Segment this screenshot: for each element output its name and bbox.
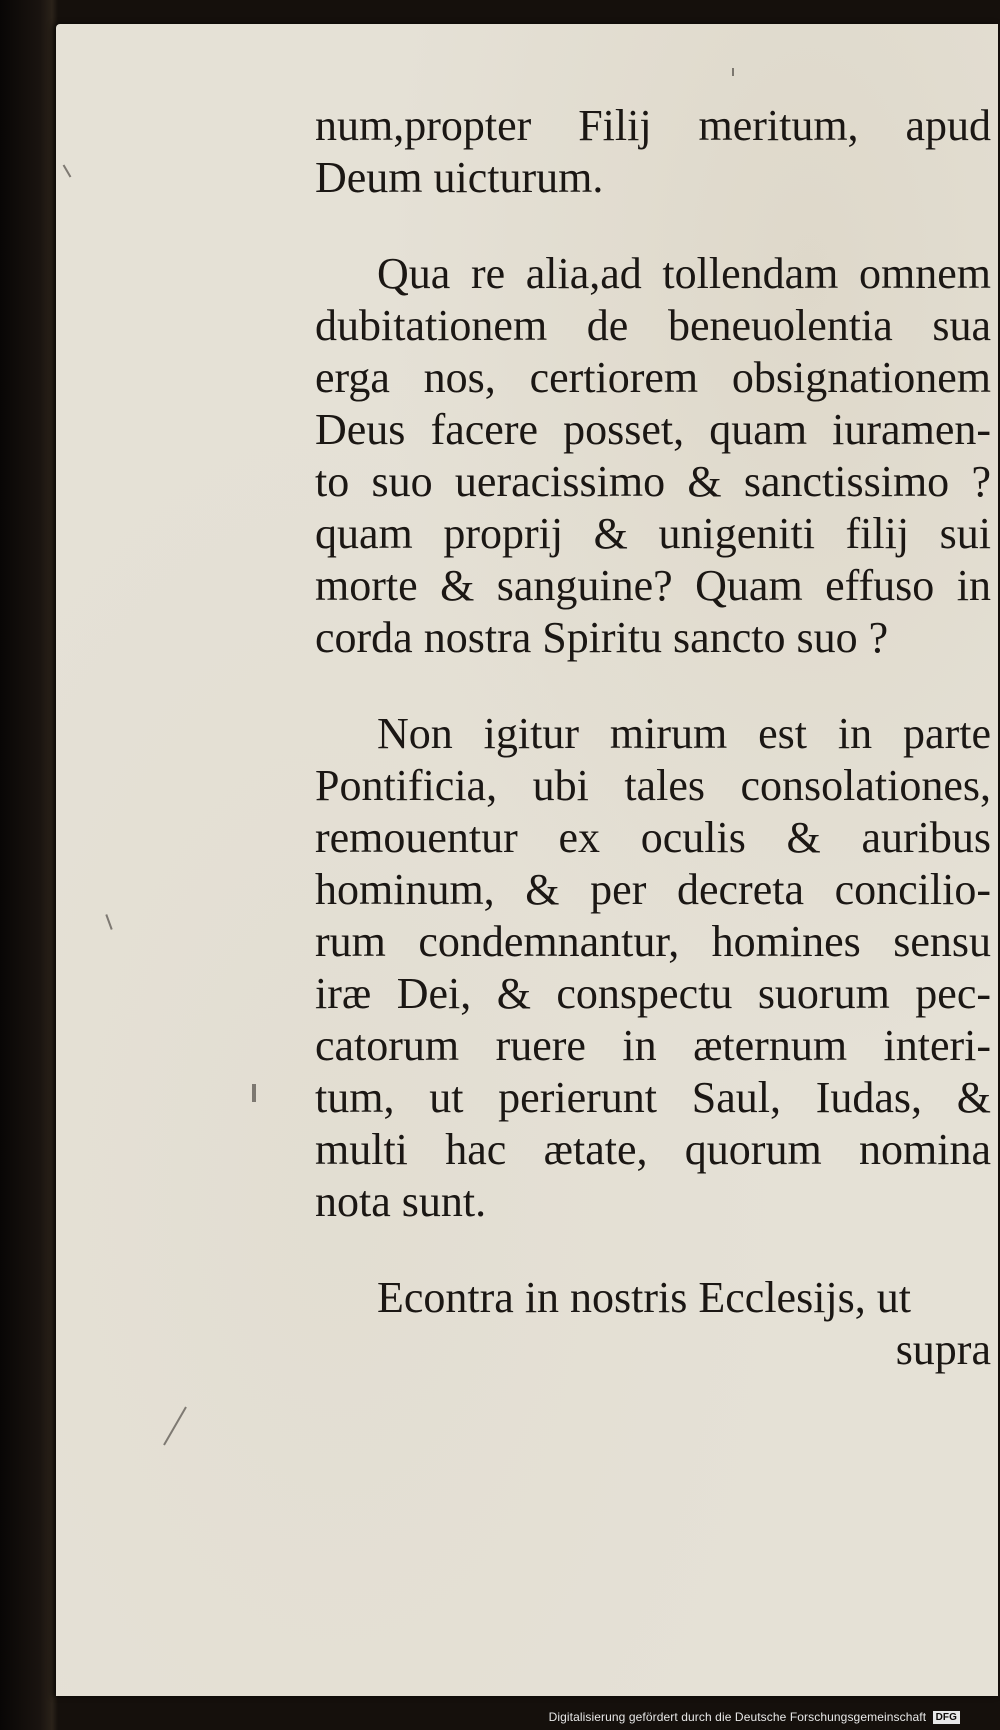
paragraph [315, 100, 991, 204]
text-line: iræ Dei, & conspectu suorum pec- [315, 969, 991, 1018]
text-line: to suo ueracissimo & sanctissimo ? [315, 457, 991, 506]
text-line: Qua re alia,ad tollendam omnem [377, 249, 991, 298]
text-line: tum, ut perierunt Saul, Iudas, & [315, 1073, 991, 1122]
text-line: morte & sanguine? Quam effuso in [315, 561, 991, 610]
text-line: hominum, & per decreta concilio- [315, 865, 991, 914]
text-line: corda nostra Spiritu sancto suo ? [315, 613, 889, 662]
text-line: nota sunt. [315, 1177, 487, 1226]
credit-text: Digitalisierung gefördert durch die Deutsche Forschungsgemeinschaft [548, 1710, 927, 1724]
page-speck [105, 914, 112, 930]
text-line: Non igitur mirum est in parte [377, 709, 991, 758]
catchword: supra [895, 1325, 991, 1374]
digitization-credit [549, 1710, 960, 1724]
paragraph [315, 1272, 991, 1376]
text-line: dubitationem de beneuolentia sua [315, 301, 991, 350]
text-line: remouentur ex oculis & auribus [315, 813, 991, 862]
body-text [315, 100, 991, 1376]
text-line: quam proprij & unigeniti filij sui [315, 509, 991, 558]
text-line: Deum uicturum. [315, 153, 604, 202]
text-line: multi hac ætate, quorum nomina [315, 1125, 991, 1174]
page-speck [252, 1084, 256, 1102]
dfg-logo: DFG [933, 1711, 960, 1724]
text-line: rum condemnantur, homines sensu [315, 917, 991, 966]
page-speck [163, 1406, 187, 1445]
text-line: catorum ruere in æternum interi- [315, 1021, 991, 1070]
text-line: Econtra in nostris Ecclesijs, ut [377, 1273, 911, 1322]
paragraph [315, 708, 991, 1228]
text-line: Pontificia, ubi tales consolationes, [315, 761, 991, 810]
text-line: erga nos, certiorem obsignationem [315, 353, 991, 402]
text-line: num,propter Filij meritum, apud [315, 101, 991, 150]
page-speck [63, 164, 72, 177]
paragraph [315, 248, 991, 664]
text-line: Deus facere posset, quam iuramen- [315, 405, 991, 454]
page-speck [732, 68, 734, 76]
